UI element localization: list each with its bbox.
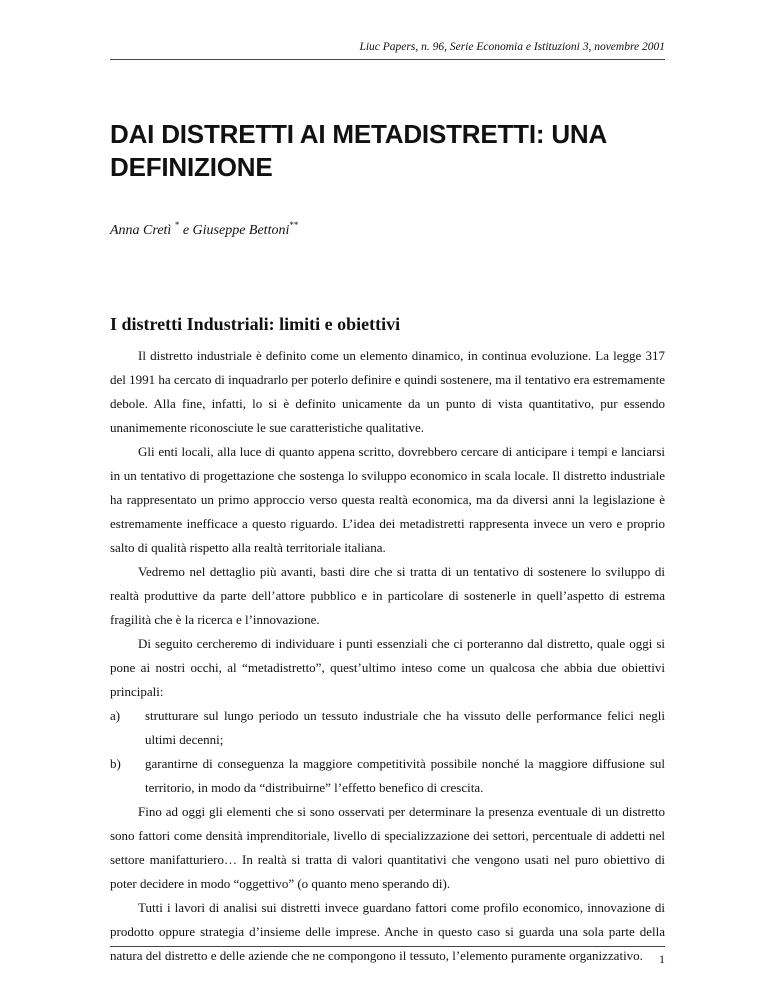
section-body bbox=[110, 344, 665, 968]
list-item bbox=[110, 752, 665, 800]
paragraph: Di seguito cercheremo di individuare i punti essenziali che ci porteranno dal distretto, quale oggi si pone ai nostri occhi, al “metadistretto”, quest’ultimo inteso come un qualcosa che abbia due obiettivi principali: bbox=[110, 636, 665, 699]
footer-rule bbox=[110, 946, 665, 947]
section-heading: I distretti Industriali: limiti e obiettivi bbox=[110, 314, 401, 334]
author-name: Anna Cretì bbox=[110, 223, 172, 238]
list-item bbox=[110, 704, 665, 752]
paragraph: Vedremo nel dettaglio più avanti, basti dire che si tratta di un tentativo di sostenere lo sviluppo di realtà produttive da parte dell’attore pubblico e in particolare di sostenerle in quell’aspetto di estrema fragilità che è la ricerca e l’innovazione. bbox=[110, 564, 665, 627]
list-marker: b) bbox=[110, 756, 121, 771]
author-name: Giuseppe Bettoni bbox=[192, 223, 290, 238]
footnote-marker[interactable]: * bbox=[174, 220, 180, 230]
paper-title: DAI DISTRETTI AI METADISTRETTI: UNA DEFINIZIONE bbox=[110, 119, 607, 182]
objectives-list bbox=[110, 704, 665, 800]
author-conjunction: e bbox=[179, 223, 193, 238]
paragraph: Gli enti locali, alla luce di quanto appena scritto, dovrebbero cercare di anticipare i tempi e lanciarsi in un tentativo di progettazione che sostenga lo sviluppo economico in scala locale. Il distretto industriale ha rappresentato un primo approccio verso questa realtà economica, ma da diversi anni la legislazione è estremamente inefficace a questo riguardo. L’idea dei metadistretti rappresenta invece un vero e proprio salto di qualità rispetto alla realtà territoriale italiana. bbox=[110, 444, 665, 555]
footnote-marker[interactable]: ** bbox=[289, 220, 299, 230]
list-item-text: garantirne di conseguenza la maggiore competitività possibile nonché la maggiore diffusione sul territorio, in modo da “distribuirne” l’effetto benefico di crescita. bbox=[145, 756, 665, 795]
list-item-text: strutturare sul lungo periodo un tessuto industriale che ha vissuto delle performance felici negli ultimi decenni; bbox=[145, 708, 665, 747]
paragraph: Fino ad oggi gli elementi che si sono osservati per determinare la presenza eventuale di un distretto sono fattori come densità imprenditoriale, livello di specializzazione dei settori, percentuale di addetti nel settore manifatturiero… In realtà si tratta di valori quantitativi che vengono usati nel puro obiettivo di poter decidere in modo “oggettivo” (o quanto meno sperando di). bbox=[110, 804, 665, 891]
author-line bbox=[110, 220, 298, 239]
paragraph: Tutti i lavori di analisi sui distretti invece guardano fattori come profilo economico, innovazione di prodotto oppure strategia d’insieme delle imprese. Anche in questo caso si guarda una sola parte della natura del distretto e delle aziende che ne compongono il tessuto, l’elemento puramente organizzativo. bbox=[110, 900, 665, 963]
paragraph: Il distretto industriale è definito come un elemento dinamico, in continua evoluzione. La legge 317 del 1991 ha cercato di inquadrarlo per poterlo definire e quindi sostenere, ma il tentativo era estremamente debole. Alla fine, infatti, lo si è definito unicamente da un punto di vista quantitativo, pur essendo unanimemente riconosciute le sue caratteristiche qualitative. bbox=[110, 348, 665, 435]
running-header: Liuc Papers, n. 96, Serie Economia e Istituzioni 3, novembre 2001 bbox=[359, 41, 665, 53]
header-rule bbox=[110, 59, 665, 60]
page-number: 1 bbox=[659, 952, 665, 966]
list-marker: a) bbox=[110, 708, 121, 723]
